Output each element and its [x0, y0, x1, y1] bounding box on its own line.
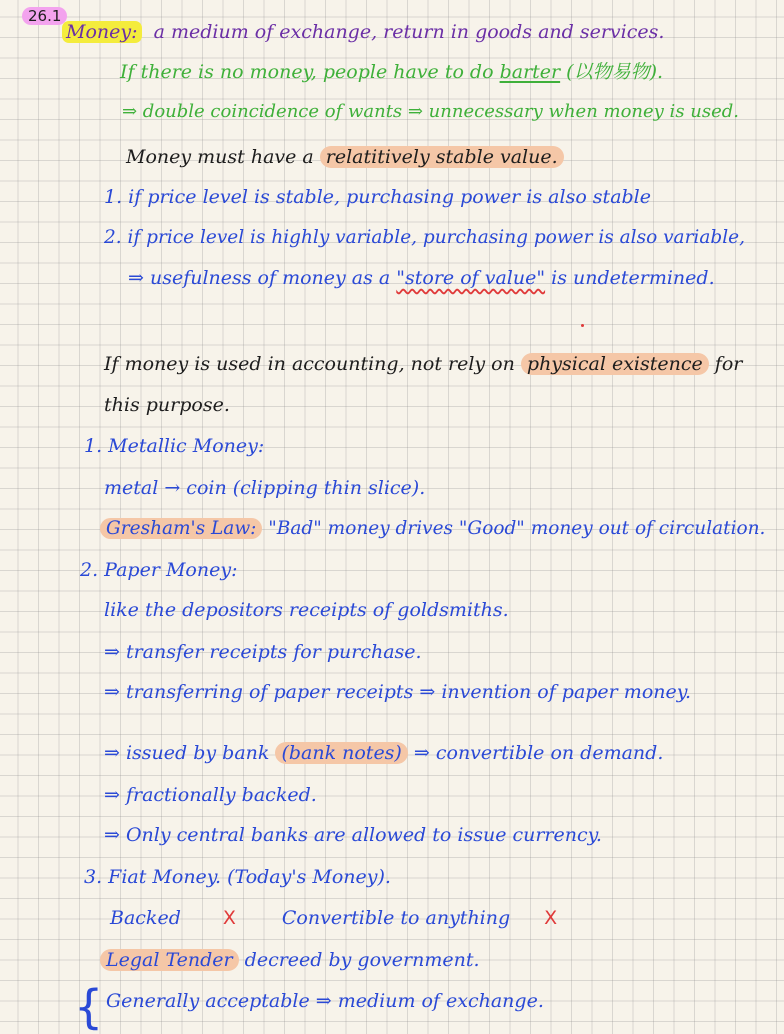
store-of-value-term: "store of value"	[396, 267, 546, 289]
note-line-5	[104, 185, 651, 209]
note-line-17	[104, 741, 663, 765]
acceptable-text: Generally acceptable ⇒ medium of exchange.	[106, 990, 544, 1012]
note-line-20	[84, 865, 391, 889]
convertible-anything-text: Convertible to anything	[281, 907, 511, 929]
note-line-8	[104, 352, 742, 376]
stable-point-2: 2. if price level is highly variable, purchasing power is also variable,	[104, 227, 745, 248]
metal-coin-text: metal → coin (clipping thin slice).	[104, 477, 426, 499]
physical-existence-highlight: physical existence	[521, 353, 709, 375]
cross-mark-1: X	[222, 907, 236, 929]
note-line-7	[128, 266, 715, 290]
note-line-15	[104, 640, 422, 664]
note-line-4	[126, 145, 564, 169]
accounting-intro: If money is used in accounting, not rely on	[104, 353, 521, 375]
accounting-outro: for	[708, 353, 743, 375]
greshams-law-text: "Bad" money drives "Good" money out of circulation.	[262, 518, 766, 539]
note-line-16	[104, 680, 691, 704]
note-line-9	[104, 393, 230, 417]
note-line-2	[120, 60, 663, 84]
decreed-text: decreed by government.	[238, 949, 480, 971]
fractionally-text: ⇒ fractionally backed.	[104, 784, 317, 806]
note-line-1	[62, 20, 664, 44]
note-line-12	[100, 517, 765, 541]
stable-value-highlight: relatitively stable value.	[320, 146, 564, 168]
money-term: Money:	[62, 21, 142, 43]
date-label	[22, 4, 67, 28]
coincidence-text: ⇒ double coincidence of wants ⇒ unnecessary when money is used.	[122, 101, 740, 122]
greshams-law-highlight: Gresham's Law:	[100, 518, 262, 539]
store-intro: ⇒ usefulness of money as a	[128, 267, 397, 289]
note-line-13	[80, 558, 237, 582]
note-line-23	[106, 989, 544, 1013]
note-line-11	[104, 476, 425, 500]
barter-term: barter	[499, 61, 561, 83]
note-line-10	[84, 434, 264, 458]
note-line-6	[104, 226, 745, 250]
goldsmiths-text: like the depositors receipts of goldsmiths.	[104, 599, 509, 621]
curly-brace: {	[74, 980, 104, 1034]
fiat-heading: 3. Fiat Money. (Today's Money).	[84, 866, 391, 888]
note-line-22	[100, 948, 480, 972]
transfer-receipts-text: ⇒ transfer receipts for purchase.	[104, 641, 422, 663]
note-line-21	[110, 906, 557, 930]
convertible-text: ⇒ convertible on demand.	[407, 742, 664, 764]
red-dot	[581, 324, 584, 327]
note-line-19	[104, 823, 602, 847]
note-line-18	[104, 783, 317, 807]
stable-point-1: 1. if price level is stable, purchasing power is also stable	[104, 186, 652, 208]
purpose-text: this purpose.	[104, 394, 230, 416]
central-banks-text: ⇒ Only central banks are allowed to issue currency.	[104, 824, 602, 846]
date-text: 26.1	[22, 7, 67, 25]
invention-text: ⇒ transferring of paper receipts ⇒ invention of paper money.	[104, 681, 691, 703]
stable-intro: Money must have a	[126, 146, 320, 168]
note-line-14	[104, 598, 509, 622]
cross-mark-2: X	[544, 907, 558, 929]
issued-intro: ⇒ issued by bank	[104, 742, 276, 764]
note-line-3	[122, 100, 739, 124]
legal-tender-highlight: Legal Tender	[100, 949, 239, 971]
paper-heading: 2. Paper Money:	[80, 559, 238, 581]
barter-translation: (以物易物).	[560, 61, 664, 83]
metallic-heading: 1. Metallic Money:	[84, 435, 265, 457]
store-outro: is undetermined.	[545, 267, 715, 289]
barter-intro: If there is no money, people have to do	[120, 61, 500, 83]
bank-notes-highlight: (bank notes)	[275, 742, 407, 764]
money-definition: a medium of exchange, return in goods and services.	[153, 21, 665, 43]
backed-text: Backed	[110, 907, 181, 929]
